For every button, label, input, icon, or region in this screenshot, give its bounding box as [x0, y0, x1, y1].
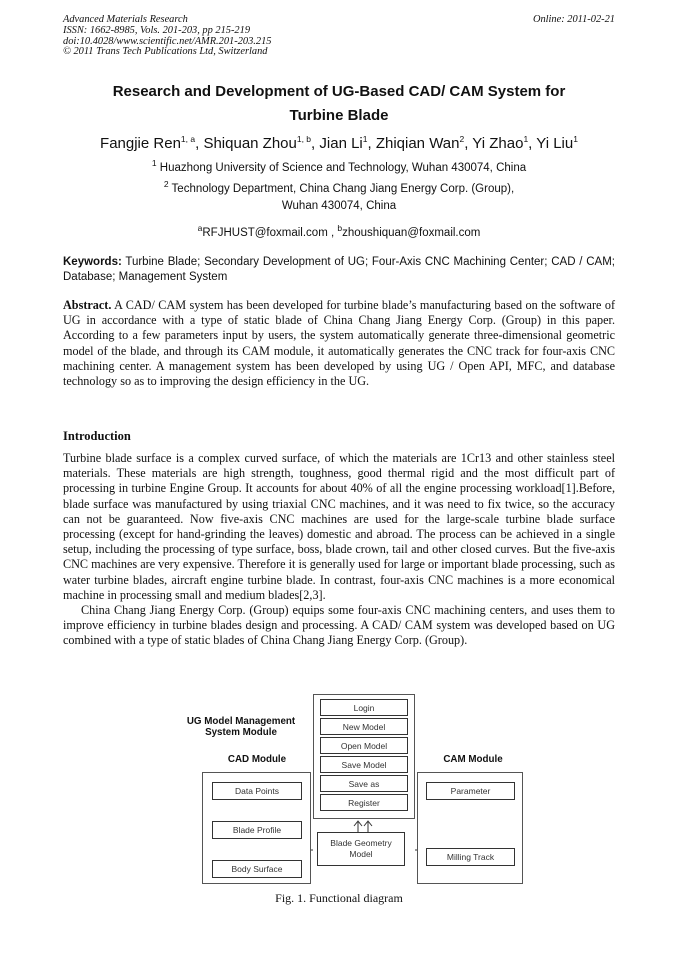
abstract-label: Abstract. — [63, 298, 112, 312]
introduction-body — [63, 451, 615, 649]
author-name: Zhiqian Wan — [375, 135, 460, 152]
issn-line: ISSN: 1662-8985, Vols. 201-203, pp 215-219 — [63, 24, 251, 36]
author-name: Jian Li — [319, 135, 363, 152]
affiliation-2-line-2: Wuhan 430074, China — [281, 200, 397, 212]
functional-diagram — [175, 690, 525, 890]
journal-header — [63, 15, 615, 58]
author-list: Fangjie Ren$^{1, a}$, Shiquan Zhou$^{1, b}$, Jian Li$^1$, Zhiqian Wan$^2$, Yi Zhao$^1$, Yi Liu$^1$ — [100, 134, 578, 152]
mgmt-title-line-1: UG Model Management — [186, 716, 296, 727]
mgmt-module-title — [175, 716, 307, 738]
author-name: Shiquan Zhou — [203, 135, 297, 152]
menu-new-model: New Model — [320, 718, 408, 735]
affiliation-text: Huazhong University of Science and Technology, Wuhan 430074, China — [159, 161, 527, 174]
paragraph: Turbine blade surface is a complex curved surface, of which the materials are 1Cr13 and other stainless steel materials. These materials are high strength, toughness, good thermal rigid and the most difficult part of processing in turbine Engine Group. It accounts for about 40% of all the engine processing workload[1].Before, blade surface was manufactured by using triaxial CNC machines, and it was need to fix twice, so the accuracy can not be guaranteed. Now five-axis CNC machines are used for the large-scale turbine blade surface processing (except for hand-grinding the leaves) domestic and abroad. The process can be achieved in a single setup, including the processing of type surface, boss, blade crown, tail and other closed curves. But the five-axis CNC machines are very expensive. Therefore it is generally used for large or important blade processing, such as water turbine blades, aircraft engine turbine blade. In contrast, four-axis CNC machines is a more economical machine in processing small and medium blades[2,3]. — [63, 451, 615, 602]
cam-milling-track: Milling Track — [426, 848, 515, 866]
cam-parameter: Parameter — [426, 782, 515, 800]
author-sup: 2 — [459, 134, 465, 144]
abstract-text: A CAD/ CAM system has been developed for turbine blade’s manufacturing based on the software of UG in accordance with a type of static blade of China Chang Jiang Energy Corp. (Group) in this paper. According to a few parameters input by users, the system automatically generate three-dimensional geometric model of the blade, and through its CAM module, it automatically generates the CNC track for four-axis CNC machining center. A management system has been developed by using UG / Open API, MFC, and database technology so as to improving the design efficiency in the UG. — [63, 298, 616, 389]
author-name: Yi Zhao — [472, 135, 524, 152]
menu-open-model: Open Model — [320, 737, 408, 754]
affiliation-2 — [63, 177, 615, 196]
blade-geometry-model: Blade Geometry Model — [317, 832, 405, 866]
cad-module-title: CAD Module — [227, 754, 287, 765]
section-heading: Introduction — [63, 429, 131, 443]
menu-login: Login — [320, 699, 408, 716]
menu-save-model: Save Model — [320, 756, 408, 773]
affiliation-1 — [63, 156, 615, 175]
cam-module-title: CAM Module — [443, 754, 503, 765]
keywords — [63, 255, 615, 284]
author-sup: 1, a — [180, 134, 196, 144]
author-name: Fangjie Ren — [100, 135, 181, 152]
affiliation-sup: 2 — [163, 179, 169, 189]
affiliation-sup: 1 — [151, 158, 157, 168]
title-line-2: Turbine Blade — [289, 107, 389, 124]
email-b: zhoushiquan@foxmail.com — [342, 226, 481, 239]
email-sup: b — [337, 223, 343, 233]
author-sup: 1 — [523, 134, 529, 144]
journal-name: Advanced Materials Research — [63, 14, 188, 25]
email-a: RFJHUST@foxmail.com , — [202, 226, 335, 239]
menu-register: Register — [320, 794, 408, 811]
menu-save-as: Save as — [320, 775, 408, 792]
author-sup: 1 — [573, 134, 578, 144]
paragraph: China Chang Jiang Energy Corp. (Group) equips some four-axis CNC machining centers, and uses them to improve efficiency in turbine blades design and processing. A CAD/ CAM system was developed based on UG combined with a type of static blades of China Chang Jiang Energy Corp. (Group). — [63, 603, 615, 648]
doi-line: doi:10.4028/www.scientific.net/AMR.201-203.215 — [63, 35, 272, 47]
affiliation-text: Technology Department, China Chang Jiang Energy Corp. (Group), — [171, 182, 515, 195]
mgmt-title-line-2: System Module — [205, 727, 277, 738]
email-line — [63, 221, 615, 240]
copyright-line: © 2011 Trans Tech Publications Ltd, Switzerland — [63, 46, 268, 58]
keywords-label: Keywords: — [63, 256, 122, 268]
email-sup: a — [197, 223, 203, 233]
author-name: Yi Liu — [536, 135, 574, 152]
abstract — [63, 298, 615, 389]
title-line-1: Research and Development of UG-Based CAD/ CAM System for — [112, 83, 566, 100]
online-date: Online: 2011-02-21 — [532, 14, 615, 25]
cad-blade-profile: Blade Profile — [212, 821, 302, 839]
cad-data-points: Data Points — [212, 782, 302, 800]
figure-caption: Fig. 1. Functional diagram — [275, 891, 403, 905]
author-sup: 1 — [362, 134, 368, 144]
author-sup: 1, b — [296, 134, 312, 144]
keywords-text: Turbine Blade; Secondary Development of UG; Four-Axis CNC Machining Center; CAD / CAM; Database; Management System — [63, 256, 615, 283]
cad-body-surface: Body Surface — [212, 860, 302, 878]
paper-title — [63, 80, 615, 128]
